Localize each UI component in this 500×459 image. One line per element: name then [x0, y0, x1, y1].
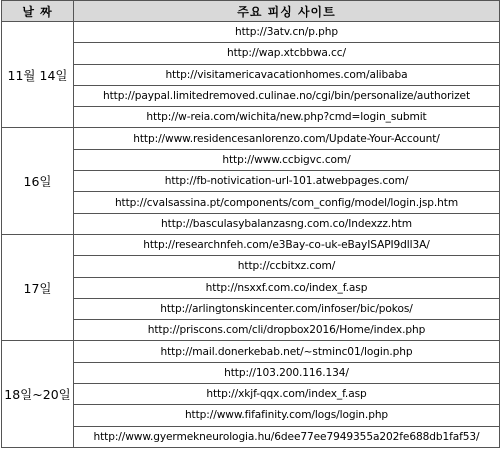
url-cell: http://researchnfeh.com/e3Bay-co-uk-eBayISAPI9dll3A/ [74, 234, 500, 255]
table-row [2, 362, 500, 383]
table-body [2, 22, 500, 448]
url-cell: http://ccbitxz.com/ [74, 256, 500, 277]
url-cell: http://3atv.cn/p.php [74, 22, 500, 43]
table-row [2, 384, 500, 405]
date-cell: 18일~20일 [2, 341, 74, 447]
url-cell: http://arlingtonskincenter.com/infoser/bic/pokos/ [74, 298, 500, 319]
url-cell: http://paypal.limitedremoved.culinae.no/cgi/bin/personalize/authorizet [74, 85, 500, 106]
table-row [2, 128, 500, 149]
url-cell: http://basculasybalanzasng.com.co/Indexzz.htm [74, 213, 500, 234]
table-row [2, 22, 500, 43]
url-cell: http://w-reia.com/wichita/new.php?cmd=login_submit [74, 107, 500, 128]
table-row [2, 234, 500, 255]
table-row [2, 298, 500, 319]
url-cell: http://visitamericavacationhomes.com/alibaba [74, 64, 500, 85]
url-cell: http://nsxxf.com.co/index_f.asp [74, 277, 500, 298]
table-row [2, 149, 500, 170]
table-row [2, 107, 500, 128]
table-row [2, 426, 500, 447]
url-cell: http://www.ccbigvc.com/ [74, 149, 500, 170]
table-row [2, 277, 500, 298]
table-row [2, 405, 500, 426]
table-row [2, 43, 500, 64]
url-cell: http://www.fifafinity.com/logs/login.php [74, 405, 500, 426]
table-row [2, 213, 500, 234]
url-cell: http://103.200.116.134/ [74, 362, 500, 383]
url-cell: http://fb-notivication-url-101.atwebpages.com/ [74, 171, 500, 192]
table-row [2, 320, 500, 341]
table-header-row [2, 1, 500, 22]
table-row [2, 341, 500, 362]
table-row [2, 85, 500, 106]
url-cell: http://priscons.com/cli/dropbox2016/Home/index.php [74, 320, 500, 341]
url-cell: http://xkjf-qqx.com/index_f.asp [74, 384, 500, 405]
url-cell: http://www.gyermekneurologia.hu/6dee77ee7949355a202fe688db1faf53/ [74, 426, 500, 447]
table-row [2, 64, 500, 85]
date-cell: 11월 14일 [2, 22, 74, 128]
table-row [2, 192, 500, 213]
url-cell: http://www.residencesanlorenzo.com/Update-Your-Account/ [74, 128, 500, 149]
url-cell: http://mail.donerkebab.net/~stminc01/login.php [74, 341, 500, 362]
date-cell: 16일 [2, 128, 74, 234]
table-row [2, 171, 500, 192]
date-cell: 17일 [2, 234, 74, 340]
table-row [2, 256, 500, 277]
url-cell: http://wap.xtcbbwa.cc/ [74, 43, 500, 64]
url-cell: http://cvalsassina.pt/components/com_config/model/login.jsp.htm [74, 192, 500, 213]
date-column-header: 날 짜 [2, 1, 74, 22]
phishing-sites-table [1, 0, 500, 448]
site-column-header: 주요 피싱 사이트 [74, 1, 500, 22]
